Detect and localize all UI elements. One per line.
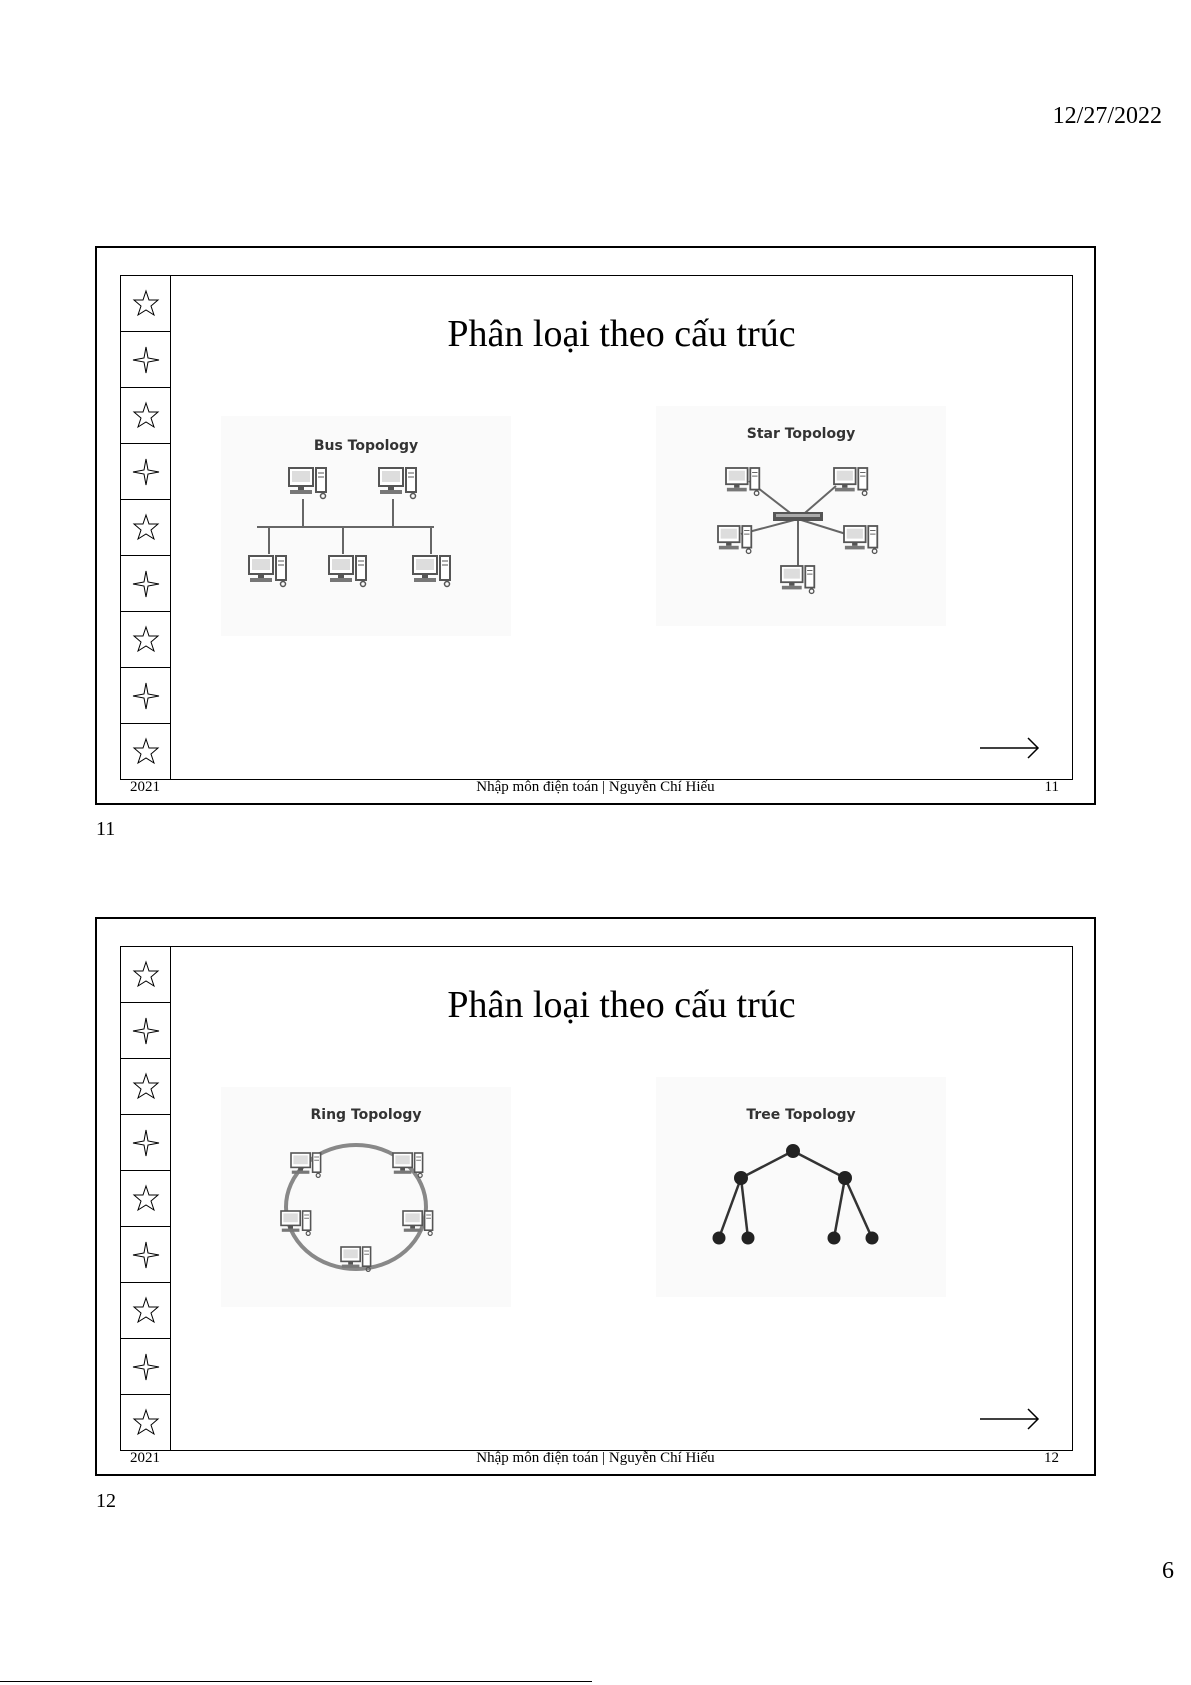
- star-topology-diagram: [656, 406, 946, 626]
- slide-frame: [120, 275, 1073, 780]
- four-point-star-icon: [121, 668, 170, 724]
- slide-title: Phân loại theo cấu trúc: [447, 313, 796, 355]
- footnote-rule: [0, 1681, 592, 1682]
- slide-caption: 11: [96, 818, 116, 840]
- star-outline-icon: [121, 724, 170, 780]
- diagram-label: Ring Topology: [310, 1107, 422, 1123]
- diagram-label: Bus Topology: [313, 438, 419, 454]
- star-outline-icon: [121, 1283, 170, 1339]
- star-column: [121, 276, 171, 779]
- arrow-right-icon: [978, 1406, 1042, 1432]
- footer-course-author: Nhập môn điện toán | Nguyễn Chí Hiếu: [476, 1450, 715, 1466]
- star-outline-icon: [121, 1395, 170, 1451]
- bus-topology-diagram: [221, 416, 511, 636]
- page-date: 12/27/2022: [1052, 103, 1162, 129]
- footer-course-author: Nhập môn điện toán | Nguyễn Chí Hiếu: [476, 779, 715, 795]
- slide-frame: [120, 946, 1073, 1451]
- star-outline-icon: [121, 388, 170, 444]
- footer-year: 2021: [130, 1450, 160, 1466]
- footer-slide-number: 12: [1044, 1450, 1059, 1466]
- star-outline-icon: [121, 947, 170, 1003]
- four-point-star-icon: [121, 1227, 170, 1283]
- tree-topology-diagram: [656, 1077, 946, 1297]
- ring-topology-diagram: [221, 1087, 511, 1307]
- four-point-star-icon: [121, 444, 170, 500]
- footer-slide-number: 11: [1044, 779, 1059, 795]
- diagram-label: Tree Topology: [746, 1107, 856, 1123]
- tree-topology-illustration: [656, 1077, 946, 1297]
- star-outline-icon: [121, 612, 170, 668]
- slide-title: Phân loại theo cấu trúc: [447, 984, 796, 1026]
- star-topology-illustration: [656, 406, 946, 626]
- star-outline-icon: [121, 500, 170, 556]
- four-point-star-icon: [121, 332, 170, 388]
- arrow-right-icon: [978, 735, 1042, 761]
- slide-footer: [120, 779, 1071, 801]
- four-point-star-icon: [121, 1115, 170, 1171]
- page-number: 6: [1162, 1558, 1174, 1584]
- ring-topology-illustration: [221, 1087, 511, 1307]
- star-outline-icon: [121, 1059, 170, 1115]
- slide-caption: 12: [96, 1490, 116, 1512]
- slide-12: [95, 917, 1096, 1476]
- star-column: [121, 947, 171, 1450]
- slide-footer: [120, 1450, 1071, 1472]
- slide-11: [95, 246, 1096, 805]
- star-outline-icon: [121, 276, 170, 332]
- four-point-star-icon: [121, 1339, 170, 1395]
- bus-topology-illustration: [221, 416, 511, 636]
- four-point-star-icon: [121, 1003, 170, 1059]
- four-point-star-icon: [121, 556, 170, 612]
- footer-year: 2021: [130, 779, 160, 795]
- star-outline-icon: [121, 1171, 170, 1227]
- diagram-label: Star Topology: [746, 426, 856, 442]
